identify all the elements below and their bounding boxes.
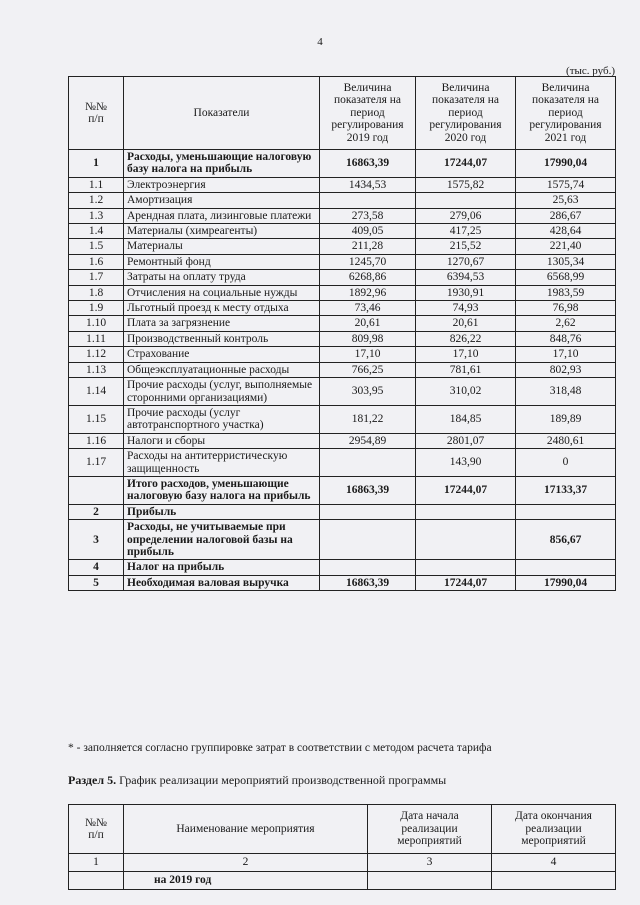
value-2019: 181,22 bbox=[320, 405, 416, 433]
header-no: №№ п/п bbox=[69, 77, 124, 150]
row-indicator: Итого расходов, уменьшающие налоговую базу налога на прибыль bbox=[124, 476, 320, 504]
row-number: 1.13 bbox=[69, 362, 124, 377]
schedule-header-name: Наименование мероприятия bbox=[124, 805, 368, 854]
value-2019: 1245,70 bbox=[320, 254, 416, 269]
value-2020: 17244,07 bbox=[416, 150, 516, 178]
value-2020: 6394,53 bbox=[416, 270, 516, 285]
table-row bbox=[69, 449, 616, 477]
row-number: 1.11 bbox=[69, 331, 124, 346]
row-number: 1.3 bbox=[69, 208, 124, 223]
row-indicator: Затраты на оплату труда bbox=[124, 270, 320, 285]
header-indicator: Показатели bbox=[124, 77, 320, 150]
value-2021: 848,76 bbox=[516, 331, 616, 346]
table-row bbox=[69, 520, 616, 560]
table-row bbox=[69, 224, 616, 239]
value-2019 bbox=[320, 560, 416, 575]
value-2019: 16863,39 bbox=[320, 150, 416, 178]
value-2021: 76,98 bbox=[516, 301, 616, 316]
row-indicator: Налог на прибыль bbox=[124, 560, 320, 575]
value-2021 bbox=[516, 560, 616, 575]
row-indicator: Расходы, не учитываемые при определении налоговой базы на прибыль bbox=[124, 520, 320, 560]
table-row bbox=[69, 301, 616, 316]
row-indicator: Ремонтный фонд bbox=[124, 254, 320, 269]
value-2019: 16863,39 bbox=[320, 476, 416, 504]
value-2019: 73,46 bbox=[320, 301, 416, 316]
table-row bbox=[69, 362, 616, 377]
row-indicator: Прочие расходы (услуг автотранспортного участка) bbox=[124, 405, 320, 433]
row-indicator: Арендная плата, лизинговые платежи bbox=[124, 208, 320, 223]
table-row bbox=[69, 575, 616, 590]
row-indicator: Электроэнергия bbox=[124, 177, 320, 192]
table-row bbox=[69, 270, 616, 285]
value-2019: 1434,53 bbox=[320, 177, 416, 192]
section-label: Раздел 5. bbox=[68, 773, 117, 787]
value-2021: 17,10 bbox=[516, 347, 616, 362]
year-cell-empty bbox=[69, 872, 124, 890]
value-2021: 17133,37 bbox=[516, 476, 616, 504]
row-indicator: Общеэксплуатационные расходы bbox=[124, 362, 320, 377]
row-number: 1.12 bbox=[69, 347, 124, 362]
value-2019: 6268,86 bbox=[320, 270, 416, 285]
value-2020: 74,93 bbox=[416, 301, 516, 316]
value-2019 bbox=[320, 449, 416, 477]
value-2021: 6568,99 bbox=[516, 270, 616, 285]
header-2019: Величина показателя на период регулирования 2019 год bbox=[320, 77, 416, 150]
row-indicator: Страхование bbox=[124, 347, 320, 362]
value-2021: 802,93 bbox=[516, 362, 616, 377]
row-number: 3 bbox=[69, 520, 124, 560]
row-indicator: Расходы на антитерристическую защищенность bbox=[124, 449, 320, 477]
header-2020: Величина показателя на период регулирования 2020 год bbox=[416, 77, 516, 150]
value-2019: 211,28 bbox=[320, 239, 416, 254]
table-row bbox=[69, 239, 616, 254]
value-2019: 17,10 bbox=[320, 347, 416, 362]
row-number: 1.2 bbox=[69, 193, 124, 208]
value-2020 bbox=[416, 560, 516, 575]
row-number: 1 bbox=[69, 150, 124, 178]
value-2020: 17244,07 bbox=[416, 575, 516, 590]
value-2021: 189,89 bbox=[516, 405, 616, 433]
cost-table-header bbox=[69, 77, 616, 150]
year-cell-empty bbox=[368, 872, 492, 890]
value-2020: 143,90 bbox=[416, 449, 516, 477]
value-2020: 826,22 bbox=[416, 331, 516, 346]
row-number: 1.15 bbox=[69, 405, 124, 433]
table-row bbox=[69, 405, 616, 433]
row-number: 1.5 bbox=[69, 239, 124, 254]
value-2021: 428,64 bbox=[516, 224, 616, 239]
page-number: 4 bbox=[317, 36, 323, 48]
section-title: График реализации мероприятий производственной программы bbox=[119, 773, 447, 787]
schedule-number-row bbox=[69, 854, 616, 872]
value-2021: 1983,59 bbox=[516, 285, 616, 300]
row-indicator: Расходы, уменьшающие налоговую базу налога на прибыль bbox=[124, 150, 320, 178]
row-number: 1.4 bbox=[69, 224, 124, 239]
row-indicator: Отчисления на социальные нужды bbox=[124, 285, 320, 300]
table-row bbox=[69, 476, 616, 504]
table-row bbox=[69, 331, 616, 346]
value-2021: 0 bbox=[516, 449, 616, 477]
value-2020: 215,52 bbox=[416, 239, 516, 254]
value-2021: 221,40 bbox=[516, 239, 616, 254]
row-number: 1.17 bbox=[69, 449, 124, 477]
table-row bbox=[69, 560, 616, 575]
table-row bbox=[69, 433, 616, 448]
value-2019: 303,95 bbox=[320, 378, 416, 406]
row-number: 5 bbox=[69, 575, 124, 590]
schedule-year-row bbox=[69, 872, 616, 890]
table-row bbox=[69, 378, 616, 406]
row-indicator: Материалы bbox=[124, 239, 320, 254]
value-2019: 1892,96 bbox=[320, 285, 416, 300]
value-2021: 25,63 bbox=[516, 193, 616, 208]
value-2021: 1575,74 bbox=[516, 177, 616, 192]
schedule-header-no: №№ п/п bbox=[69, 805, 124, 854]
col-number: 1 bbox=[69, 854, 124, 872]
value-2021: 17990,04 bbox=[516, 150, 616, 178]
value-2020: 310,02 bbox=[416, 378, 516, 406]
row-number: 1.7 bbox=[69, 270, 124, 285]
row-indicator: Необходимая валовая выручка bbox=[124, 575, 320, 590]
col-number: 2 bbox=[124, 854, 368, 872]
value-2021: 318,48 bbox=[516, 378, 616, 406]
row-indicator: Прочие расходы (услуг, выполняемые сторонними организациями) bbox=[124, 378, 320, 406]
value-2019: 2954,89 bbox=[320, 433, 416, 448]
col-number: 4 bbox=[492, 854, 616, 872]
table-row bbox=[69, 254, 616, 269]
table-row bbox=[69, 285, 616, 300]
table-row bbox=[69, 316, 616, 331]
row-indicator: Производственный контроль bbox=[124, 331, 320, 346]
table-row bbox=[69, 208, 616, 223]
row-number: 1.1 bbox=[69, 177, 124, 192]
row-number: 1.10 bbox=[69, 316, 124, 331]
table-row bbox=[69, 150, 616, 178]
value-2020: 17,10 bbox=[416, 347, 516, 362]
value-2020: 417,25 bbox=[416, 224, 516, 239]
value-2021: 1305,34 bbox=[516, 254, 616, 269]
value-2019: 20,61 bbox=[320, 316, 416, 331]
value-2020: 17244,07 bbox=[416, 476, 516, 504]
row-number bbox=[69, 476, 124, 504]
value-2019: 809,98 bbox=[320, 331, 416, 346]
row-number: 1.8 bbox=[69, 285, 124, 300]
value-2020: 184,85 bbox=[416, 405, 516, 433]
table-row bbox=[69, 504, 616, 519]
row-indicator: Налоги и сборы bbox=[124, 433, 320, 448]
footnote: * - заполняется согласно группировке затрат в соответствии с методом расчета тарифа bbox=[68, 742, 492, 754]
value-2021: 2,62 bbox=[516, 316, 616, 331]
value-2021: 856,67 bbox=[516, 520, 616, 560]
table-row bbox=[69, 193, 616, 208]
year-label: на 2019 год bbox=[124, 872, 368, 890]
value-2019 bbox=[320, 504, 416, 519]
row-indicator: Амортизация bbox=[124, 193, 320, 208]
row-number: 1.9 bbox=[69, 301, 124, 316]
row-number: 4 bbox=[69, 560, 124, 575]
year-cell-empty bbox=[492, 872, 616, 890]
schedule-header-start: Дата начала реализации мероприятий bbox=[368, 805, 492, 854]
value-2020: 781,61 bbox=[416, 362, 516, 377]
col-number: 3 bbox=[368, 854, 492, 872]
section-heading bbox=[68, 773, 446, 788]
schedule-header-end: Дата окончания реализации мероприятий bbox=[492, 805, 616, 854]
value-2020 bbox=[416, 504, 516, 519]
value-2019 bbox=[320, 520, 416, 560]
value-2021: 17990,04 bbox=[516, 575, 616, 590]
table-row bbox=[69, 177, 616, 192]
row-number: 1.16 bbox=[69, 433, 124, 448]
row-indicator: Льготный проезд к месту отдыха bbox=[124, 301, 320, 316]
value-2020 bbox=[416, 193, 516, 208]
value-2019: 409,05 bbox=[320, 224, 416, 239]
value-2020: 1270,67 bbox=[416, 254, 516, 269]
table-row bbox=[69, 347, 616, 362]
value-2020: 1575,82 bbox=[416, 177, 516, 192]
header-2021: Величина показателя на период регулирования 2021 год bbox=[516, 77, 616, 150]
value-2019 bbox=[320, 193, 416, 208]
value-2020: 279,06 bbox=[416, 208, 516, 223]
cost-table bbox=[68, 76, 616, 591]
row-number: 1.6 bbox=[69, 254, 124, 269]
value-2020 bbox=[416, 520, 516, 560]
value-2019: 16863,39 bbox=[320, 575, 416, 590]
schedule-header bbox=[69, 805, 616, 854]
row-number: 2 bbox=[69, 504, 124, 519]
value-2021 bbox=[516, 504, 616, 519]
value-2019: 766,25 bbox=[320, 362, 416, 377]
value-2020: 20,61 bbox=[416, 316, 516, 331]
row-indicator: Плата за загрязнение bbox=[124, 316, 320, 331]
value-2019: 273,58 bbox=[320, 208, 416, 223]
row-number: 1.14 bbox=[69, 378, 124, 406]
row-indicator: Прибыль bbox=[124, 504, 320, 519]
value-2020: 1930,91 bbox=[416, 285, 516, 300]
units-label: (тыс. руб.) bbox=[566, 65, 615, 77]
value-2020: 2801,07 bbox=[416, 433, 516, 448]
schedule-table bbox=[68, 804, 616, 890]
row-indicator: Материалы (химреагенты) bbox=[124, 224, 320, 239]
value-2021: 286,67 bbox=[516, 208, 616, 223]
value-2021: 2480,61 bbox=[516, 433, 616, 448]
